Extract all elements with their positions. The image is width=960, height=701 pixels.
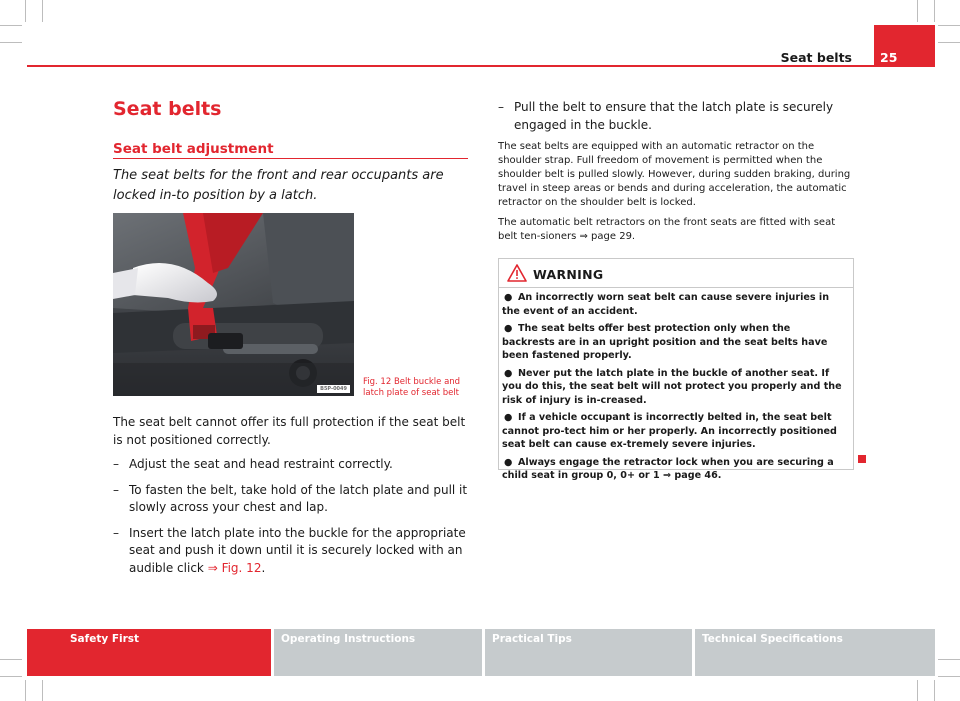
nav-tab-operating-instructions[interactable] — [274, 629, 482, 676]
paragraph: The seat belts are equipped with an automatic retractor on the shoulder strap. Full freedom of movement is permitted when the shoulder belt is pulled slowly. However, during sudden braking, during travel in steep areas or bends and during acceleration, the automatic retractor on the shoulder belt is locked. — [498, 141, 851, 208]
running-header-title: Seat belts — [780, 50, 852, 65]
nav-tab-practical-tips[interactable] — [485, 629, 692, 676]
crop-mark — [42, 0, 43, 22]
header-rule — [27, 65, 935, 67]
step-text: Adjust the seat and head restraint correctly. — [129, 457, 393, 471]
figure-caption: Fig. 12 Belt buckle and latch plate of seat belt — [363, 377, 461, 398]
list-item: ● Always engage the retractor lock when you are securing a child seat in group 0, 0+ or 1 ⇒ page 46. — [502, 456, 834, 481]
warning-box — [498, 258, 854, 481]
nav-tab-technical-specifications[interactable] — [695, 629, 935, 676]
warning-title: WARNING — [533, 267, 604, 282]
crop-mark — [938, 25, 960, 26]
step-text: Pull the belt to ensure that the latch plate is securely engaged in the buckle. — [514, 100, 834, 132]
crop-mark — [917, 0, 918, 22]
end-of-section-mark — [858, 455, 866, 463]
body-text: The seat belt cannot offer its full protection if the seat belt is not positioned correctly. — [113, 415, 466, 447]
intro-text: The seat belts for the front and rear occupants are locked in-to position by a latch. — [113, 168, 444, 203]
crop-mark — [934, 680, 935, 701]
step-end: . — [261, 560, 266, 575]
crop-mark — [0, 42, 22, 43]
right-column — [498, 99, 852, 244]
crop-mark — [0, 676, 22, 677]
steps-list — [113, 456, 468, 585]
warning-item-text: Always engage the retractor lock when you are securing a child seat in group 0, 0+ or 1 ⇒ page 46. — [502, 456, 834, 481]
nav-tab-label: Safety First — [70, 633, 140, 645]
crop-mark — [938, 42, 960, 43]
section-title: Seat belts — [113, 98, 222, 120]
crop-mark — [25, 680, 26, 701]
crop-mark — [938, 676, 960, 677]
crop-mark — [25, 0, 26, 22]
step-text: Insert the latch plate into the buckle for the appropriate seat and push it down until it is securely locked with an audible click — [129, 525, 466, 575]
list-item: – To fasten the belt, take hold of the latch plate and pull it slowly across your chest and lap. — [113, 482, 468, 514]
list-item: ● An incorrectly worn seat belt can cause severe injuries in the event of an accident. — [502, 292, 830, 317]
crop-mark — [0, 25, 22, 26]
crop-mark — [934, 0, 935, 22]
warning-triangle-icon — [507, 264, 527, 282]
crop-mark — [42, 680, 43, 701]
warning-header — [499, 259, 853, 288]
nav-tab-label: Practical Tips — [492, 633, 572, 645]
left-column — [113, 96, 468, 575]
crop-mark — [0, 659, 22, 660]
list-item: ● If a vehicle occupant is incorrectly belted in, the seat belt cannot pro-tect him or her properly. An incorrectly positioned seat belt can cause ex-tremely severe injuries. — [502, 412, 837, 450]
figure-code: B5P-0049 — [317, 385, 350, 393]
list-item: ● Never put the latch plate in the buckle of another seat. If you do this, the seat belt will not protect you properly and the risk of injury is in-creased. — [502, 367, 842, 406]
list-item: – Insert the latch plate into the buckle for the appropriate seat and push it down until it is securely locked with an audible click ⇒ Fig. 12. — [113, 525, 466, 575]
nav-tab-label: Operating Instructions — [281, 633, 416, 645]
warning-item-text: If a vehicle occupant is incorrectly belted in, the seat belt cannot pro-tect him or her properly. An incorrectly positioned seat belt can cause ex-tremely severe injuries. — [502, 412, 837, 450]
page-number: 25 — [880, 50, 898, 65]
nav-tab-safety-first[interactable] — [27, 629, 271, 676]
nav-tab-label: Technical Specifications — [702, 633, 843, 645]
subsection-rule — [113, 158, 468, 159]
list-item: – Pull the belt to ensure that the latch plate is securely engaged in the buckle. — [498, 100, 834, 132]
warning-item-text: Never put the latch plate in the buckle of another seat. If you do this, the seat belt will not protect you properly and the risk of injury is in-creased. — [502, 367, 842, 406]
crop-mark — [917, 680, 918, 701]
seat-belt-photo — [113, 213, 354, 396]
footer-nav — [27, 629, 935, 676]
figure-seat-belt-buckle — [113, 213, 354, 396]
figure-reference-link[interactable]: ⇒ Fig. 12 — [207, 560, 262, 575]
subsection-title: Seat belt adjustment — [113, 141, 274, 157]
step-text: To fasten the belt, take hold of the latch plate and pull it slowly across your chest and lap. — [129, 482, 468, 514]
paragraph: The automatic belt retractors on the front seats are fitted with seat belt ten-sioners ⇒ page 29. — [498, 217, 836, 242]
list-item: ● The seat belts offer best protection only when the backrests are in an upright position and the seat belts have been fastened properly. — [502, 323, 828, 361]
list-item: – Adjust the seat and head restraint correctly. — [113, 457, 393, 471]
warning-list — [502, 291, 846, 487]
warning-item-text: An incorrectly worn seat belt can cause severe injuries in the event of an accident. — [502, 292, 830, 317]
crop-mark — [938, 659, 960, 660]
warning-item-text: The seat belts offer best protection only when the backrests are in an upright position and the seat belts have been fastened properly. — [502, 323, 828, 361]
